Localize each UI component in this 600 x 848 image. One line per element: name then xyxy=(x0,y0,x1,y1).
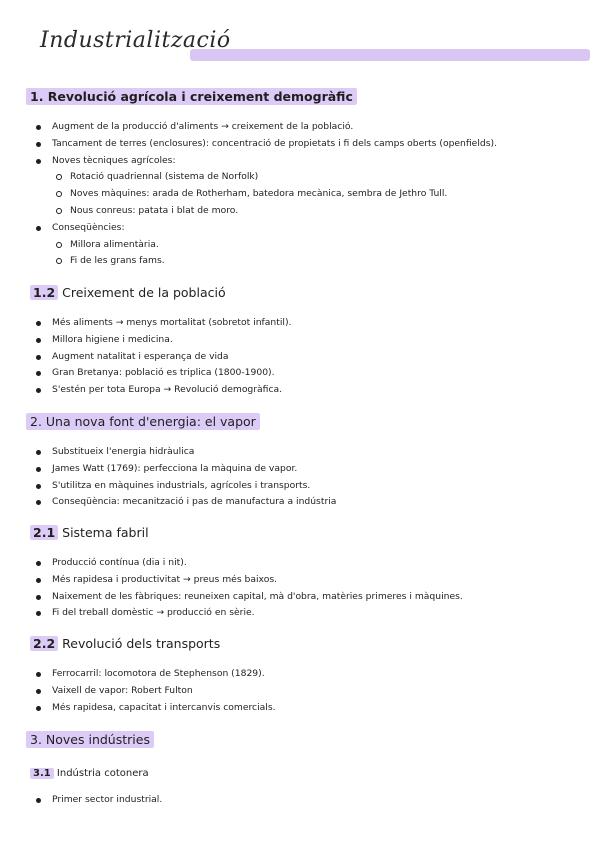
section-title: Sistema fabril xyxy=(62,525,149,540)
sub-list-item: Fi de les grans fams. xyxy=(0,253,600,270)
list-item: Més aliments → menys mortalitat (sobretot infantil). xyxy=(0,315,600,332)
list-item: Conseqüències: xyxy=(0,220,600,237)
bullet-list xyxy=(0,792,600,809)
list-item: Vaixell de vapor: Robert Fulton xyxy=(0,683,600,700)
section-1 xyxy=(0,86,600,270)
bullet-list xyxy=(0,555,600,622)
section-number: 2.2 xyxy=(30,636,58,651)
bullet-list xyxy=(0,444,600,511)
list-item: Gran Bretanya: població es triplica (1800-1900). xyxy=(0,365,600,382)
title-row xyxy=(40,28,596,68)
section-2-1 xyxy=(0,522,600,622)
section-2-2 xyxy=(0,633,600,716)
list-item: Substitueix l'energia hidràulica xyxy=(0,444,600,461)
section-2 xyxy=(0,411,600,511)
page-title: Industrialització xyxy=(40,28,231,53)
list-item: Primer sector industrial. xyxy=(0,792,600,809)
sub-list-item: Nous conreus: patata i blat de moro. xyxy=(0,203,600,220)
list-item: Augment de la producció d'aliments → creixement de la població. xyxy=(0,119,600,136)
section-title: Creixement de la població xyxy=(62,285,226,300)
list-item: Conseqüència: mecanització i pas de manufactura a indústria xyxy=(0,494,600,511)
section-heading: 2. Una nova font d'energia: el vapor xyxy=(26,413,260,430)
sub-list-item: Rotació quadriennal (sistema de Norfolk) xyxy=(0,169,600,186)
section-number: 2.1 xyxy=(30,525,58,540)
section-heading xyxy=(26,635,224,652)
list-item: S'utilitza en màquines industrials, agrícoles i transports. xyxy=(0,478,600,495)
list-item: S'estén per tota Europa → Revolució demogràfica. xyxy=(0,382,600,399)
list-item: Naixement de les fàbriques: reuneixen capital, mà d'obra, matèries primeres i màquines. xyxy=(0,589,600,606)
sub-list-item: Millora alimentària. xyxy=(0,237,600,254)
section-1-2 xyxy=(0,282,600,399)
bullet-list xyxy=(0,315,600,399)
section-heading: 1. Revolució agrícola i creixement demogràfic xyxy=(26,88,357,105)
list-item: Millora higiene i medicina. xyxy=(0,332,600,349)
sub-list-item: Noves màquines: arada de Rotherham, batedora mecànica, sembra de Jethro Tull. xyxy=(0,186,600,203)
list-item: Tancament de terres (enclosures): concentració de propietats i fi dels camps oberts (openfields). xyxy=(0,136,600,153)
section-3 xyxy=(0,729,600,748)
list-item: Més rapidesa i productivitat → preus més baixos. xyxy=(0,572,600,589)
list-item: Augment natalitat i esperança de vida xyxy=(0,349,600,366)
list-item: Ferrocarril: locomotora de Stephenson (1829). xyxy=(0,666,600,683)
section-title: Indústria cotonera xyxy=(56,768,149,779)
list-item: Fi del treball domèstic → producció en sèrie. xyxy=(0,605,600,622)
list-item: Noves tècniques agrícoles: xyxy=(0,153,600,170)
section-heading xyxy=(26,524,153,541)
bullet-list xyxy=(0,119,600,270)
section-heading: 3. Noves indústries xyxy=(26,731,154,748)
section-heading xyxy=(26,765,153,782)
title-highlight-bar xyxy=(190,49,590,61)
section-number: 1.2 xyxy=(30,285,58,300)
section-3-1 xyxy=(0,761,600,809)
section-title: Revolució dels transports xyxy=(62,636,221,651)
list-item: Més rapidesa, capacitat i intercanvis comercials. xyxy=(0,700,600,717)
section-number: 3.1 xyxy=(30,768,54,779)
section-heading xyxy=(26,284,230,301)
bullet-list xyxy=(0,666,600,716)
list-item: James Watt (1769): perfecciona la màquina de vapor. xyxy=(0,461,600,478)
list-item: Producció contínua (dia i nit). xyxy=(0,555,600,572)
